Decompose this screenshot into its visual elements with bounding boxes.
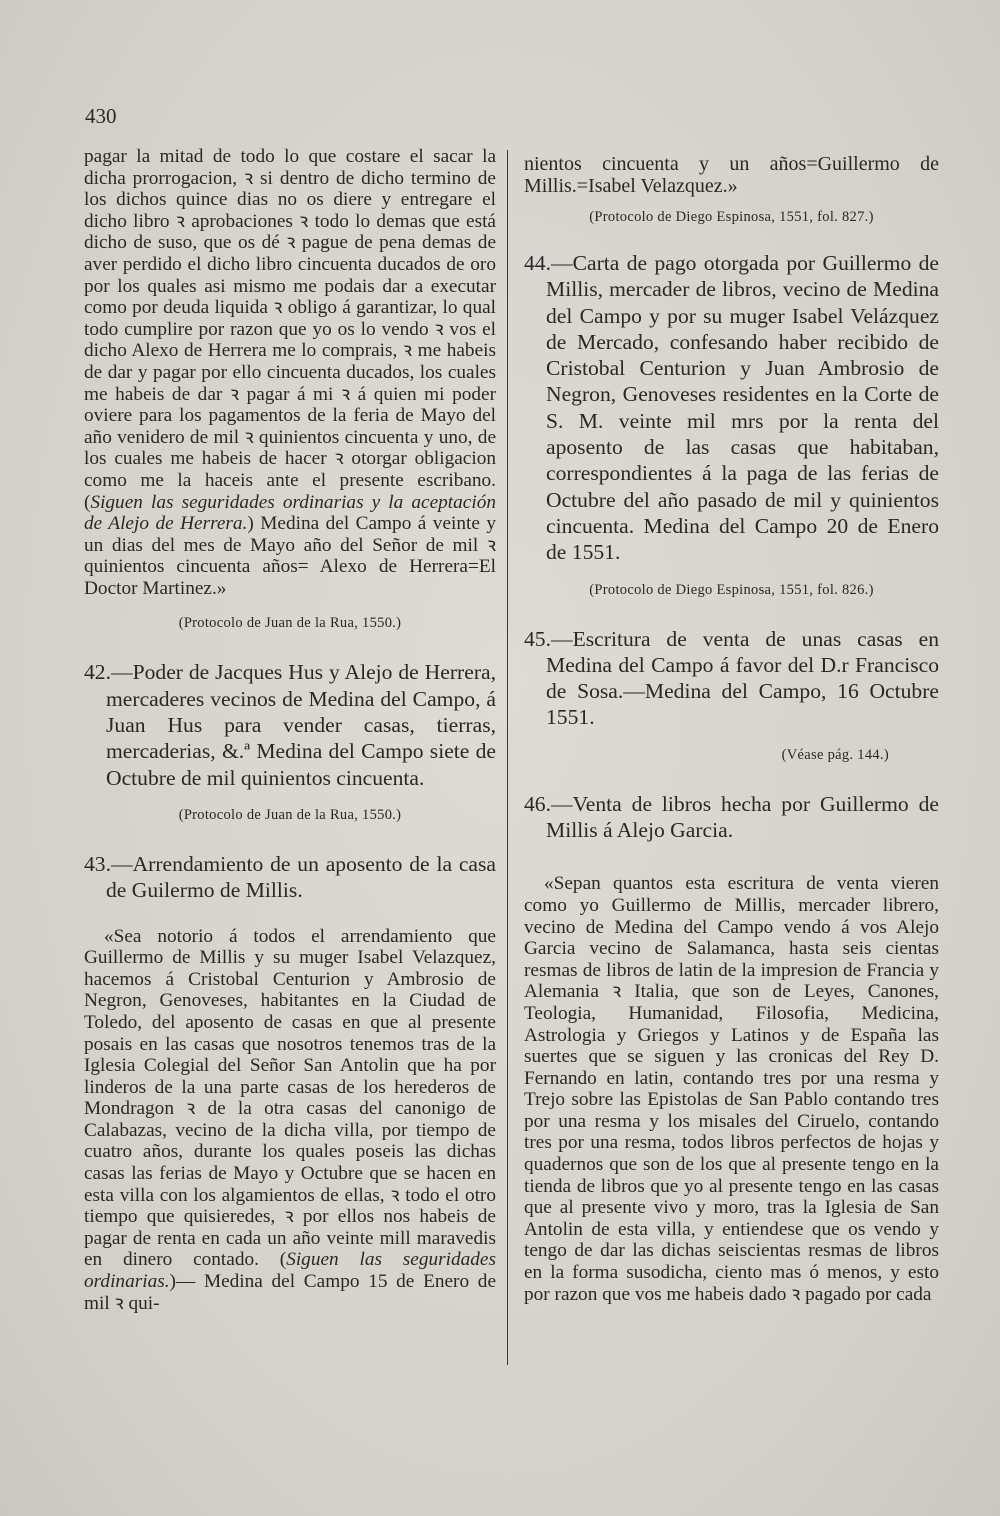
left-column bbox=[84, 146, 496, 1314]
protocol-citation: (Protocolo de Diego Espinosa, 1551, fol. 826.) bbox=[589, 581, 874, 598]
entry-43: 43.—Arrendamiento de un aposento de la casa de Guilermo de Millis. bbox=[84, 851, 496, 903]
right-column bbox=[524, 153, 939, 1305]
protocol-citation: (Protocolo de Juan de la Rua, 1550.) bbox=[178, 806, 402, 823]
reference-note: (Véase pág. 144.) bbox=[781, 746, 889, 763]
lease-document-text: «Sea notorio á todos el arrendamiento que Guillermo de Millis y su muger Isabel Velazquez, hacemos á Cristobal Centurion y Ambrosio de Negron, Genoveses, habitantes en la Ciudad de Toledo, del aposento de casas en que al presente posais en las casas que nosotros tenemos tras de la Iglesia Colegial del Señor San Antolin que ha por linderos de la una parte casas de los herederos de Mondragon ꝛ de la otra casas del canonigo de Calabazas, vecino de la dicha villa, por tiempo de cuatro años, durante los quales poseis las dichas casas las ferias de Mayo y Octubre que se hacen en esta villa con los algamientos de ellas, ꝛ todo el otro tiempo que quisieredes, ꝛ por ellos nos habeis de pagar de renta en cada un año veinte mill maravedis en dinero contado. (Siguen las seguridades ordinarias.)— Medina del Campo 15 de Enero de mil ꝛ qui- bbox=[84, 925, 496, 1314]
column-divider bbox=[507, 150, 508, 1365]
page-number: 430 bbox=[85, 104, 117, 128]
entry-44: 44.—Carta de pago otorgada por Guillermo de Millis, mercader de libros, vecino de Medina del Campo y por su muger Isabel Velázquez de Mercado, confesando haber recibido de Cristobal Centurion y Juan Ambrosio de Negron, Genoveses residentes en la Corte de S. M. veinte mil mrs por la renta del aposento de las casas que habitaban, correspondientes á la paga de las ferias de Octubre del año pasado de mil y quinientos cincuenta. Medina del Campo 20 de Enero de 1551. bbox=[524, 251, 939, 565]
protocol-citation: (Protocolo de Juan de la Rua, 1550.) bbox=[178, 615, 402, 632]
entry-42: 42.—Poder de Jacques Hus y Alejo de Herrera, mercaderes vecinos de Medina del Campo, á Juan Hus para vender casas, tierras, mercaderias, &.ª Medina del Campo siete de Octubre de mil quinientos cincuenta. bbox=[84, 660, 496, 790]
entry-45: 45.—Escritura de venta de unas casas en Medina del Campo á favor del D.r Francisco de Sosa.—Medina del Campo, 16 Octubre 1551. bbox=[524, 626, 939, 730]
protocol-citation: (Protocolo de Diego Espinosa, 1551, fol. 827.) bbox=[589, 209, 874, 225]
paragraph-continuation: pagar la mitad de todo lo que costare el sacar la dicha prorrogacion, ꝛ si dentro de dicho termino de los dichos quince dias no os diere y entregare el dicho libro ꝛ aprobaciones ꝛ todo lo demas que está dicho de suso, que os dé ꝛ pague de pena demas de aver perdido el dicho libro cincuenta ducados de oro por los quales asi mismo me podais dar a executar como por deuda liquida ꝛ obligo á garantizar, lo qual todo cumplire por razon que yo os lo vendo ꝛ vos el dicho Alexo de Herrera me lo comprais, ꝛ me habeis de dar y pagar por ello cincuenta ducados, los cuales me habeis de dar ꝛ pagar á mi ꝛ á quien mi poder oviere para los pagamentos de la feria de Mayo del año venidero de mil ꝛ quinientos cincuenta y uno, de los cuales me habeis de hacer ꝛ otorgar obligacion como me la haceis ante el presente escribano. (Siguen las seguridades ordinarias y la aceptación de Alejo de Herrera.) Medina del Campo á veinte y un dias del mes de Mayo año del Señor de mil ꝛ quinientos cincuenta años= Alexo de Herrera=El Doctor Martinez.» bbox=[84, 146, 497, 599]
sale-document-text: «Sepan quantos esta escritura de venta vieren como yo Guillermo de Millis, mercader librero, vecino de Medina del Campo vendo á vos Alejo Garcia vecino de Salamanca, hasta seis cientas resmas de libros de latin de la impresion de Francia y Alemania ꝛ Italia, que son de Leyes, Canones, Teologia, Humanidad, Filosofia, Medicina, Astrologia y Griegos y Latinos y de España las suertes que se siguen y las cronicas del Rey D. Fernando en latin, contando tres por una resma y Trejo sobre las Epistolas de San Pablo contando tres por una resma y los misales del Ciruelo, contando tres por una resma, todos libros perfectos de hojas y quadernos que son de los que al presente tengo en la tienda de libros que yo al presente tengo en las casas que al presente vivo y moro, tras la Iglesia de San Antolin de esta villa, y entiendese que os vendo y tengo de dar las dichas seiscientas resmas de libros en la forma susodicha, ciento mas ó menos, y esto por razon que vos me habeis dado ꝛ pagado por cada bbox=[524, 873, 939, 1305]
entry-46: 46.—Venta de libros hecha por Guillermo de Millis á Alejo Garcia. bbox=[524, 791, 939, 843]
paragraph-continuation: nientos cincuenta y un años=Guillermo de Millis.=Isabel Velazquez.» bbox=[524, 153, 939, 197]
